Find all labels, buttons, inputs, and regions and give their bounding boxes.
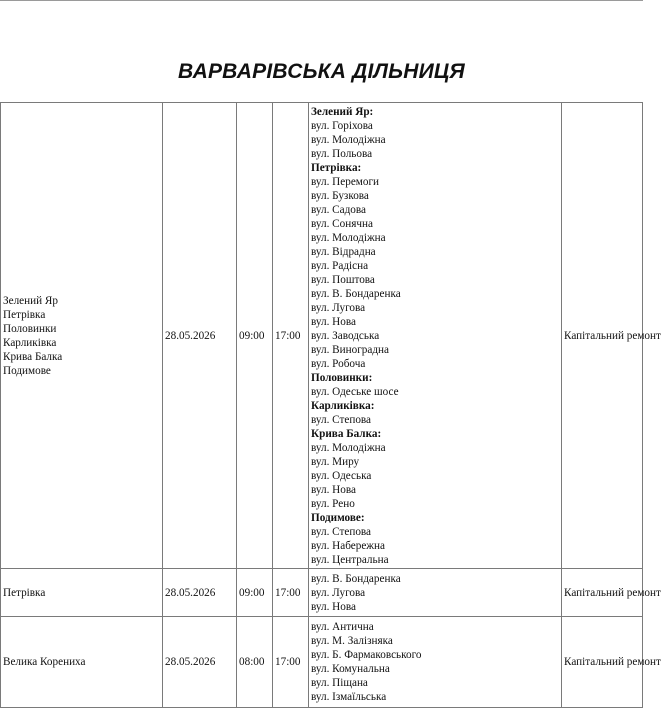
street-item: вул. Радісна [311, 259, 369, 272]
street-item: вул. Антична [311, 621, 374, 633]
end-time-cell: 17:00 [273, 103, 309, 569]
settlement-name: Карликівка [3, 336, 57, 349]
settlements-cell [1, 617, 163, 708]
streets-cell [309, 617, 562, 708]
reason-cell: Капітальний ремонт [562, 617, 643, 708]
settlement-name: Крива Балка [3, 350, 63, 363]
date-cell: 28.05.2026 [163, 617, 237, 708]
end-time-cell: 17:00 [273, 569, 309, 617]
start-time-cell: 09:00 [237, 569, 273, 617]
top-border-line [0, 0, 643, 1]
street-item: вул. Відрадна [311, 245, 376, 258]
outage-schedule-table [0, 102, 661, 708]
street-item: вул. Степова [311, 413, 372, 426]
street-item: вул. Горіхова [311, 119, 373, 132]
street-item: вул. Сонячна [311, 217, 373, 230]
street-item: вул. Заводська [311, 329, 380, 342]
settlement-name: Петрівка [3, 308, 46, 321]
settlement-name: Петрівка [3, 586, 46, 599]
street-item: вул. Лугова [311, 586, 366, 599]
street-item: вул. В. Бондаренка [311, 572, 401, 585]
table-row [1, 617, 643, 708]
date-cell: 28.05.2026 [163, 103, 237, 569]
reason-cell: Капітальний ремонт [562, 569, 643, 617]
street-item: вул. Набережна [311, 539, 385, 552]
date-cell: 28.05.2026 [163, 569, 237, 617]
settlement-name: Зелений Яр [3, 294, 58, 307]
streets-cell [309, 103, 562, 569]
street-item: вул. Одеська [311, 469, 372, 482]
street-item: вул. Комунальна [311, 663, 390, 675]
street-item: вул. Степова [311, 525, 372, 538]
settlement-name: Подимове [3, 364, 51, 377]
street-group-heading: Карликівка: [311, 399, 375, 412]
street-item: вул. Нова [311, 483, 356, 496]
street-item: вул. Миру [311, 455, 360, 468]
street-group-heading: Крива Балка: [311, 427, 382, 440]
street-item: вул. Б. Фармаковського [311, 649, 422, 661]
street-item: вул. Одеське шосе [311, 385, 399, 398]
street-item: вул. Нова [311, 600, 356, 613]
street-item: вул. Бузкова [311, 189, 369, 202]
street-item: вул. Виноградна [311, 343, 390, 356]
page-title: ВАРВАРІВСЬКА ДІЛЬНИЦЯ [178, 60, 465, 83]
settlement-name: Велика Корениха [3, 656, 86, 668]
street-item: вул. Поштова [311, 273, 375, 286]
street-item: вул. М. Залізняка [311, 635, 393, 647]
street-item: вул. Молодіжна [311, 441, 386, 454]
street-item: вул. Ізмаїльська [311, 691, 387, 703]
street-item: вул. Рено [311, 497, 355, 510]
street-group-heading: Петрівка: [311, 161, 362, 174]
street-item: вул. Перемоги [311, 175, 380, 188]
street-item: вул. Нова [311, 315, 356, 328]
street-group-heading: Половинки: [311, 371, 373, 384]
street-item: вул. Садова [311, 203, 366, 216]
street-group-heading: Подимове: [311, 511, 365, 524]
street-item: вул. Піщана [311, 677, 368, 689]
settlement-name: Половинки [3, 322, 57, 335]
start-time-cell: 08:00 [237, 617, 273, 708]
street-item: вул. Лугова [311, 301, 366, 314]
table-row [1, 569, 643, 617]
street-item: вул. Молодіжна [311, 133, 386, 146]
street-item: вул. Центральна [311, 553, 389, 566]
reason-cell: Капітальний ремонт [562, 103, 643, 569]
table-row [1, 103, 643, 569]
street-group-heading: Зелений Яр: [311, 105, 374, 118]
street-item: вул. Молодіжна [311, 231, 386, 244]
streets-cell [309, 569, 562, 617]
end-time-cell: 17:00 [273, 617, 309, 708]
settlements-cell [1, 103, 163, 569]
street-item: вул. Польова [311, 147, 373, 160]
start-time-cell: 09:00 [237, 103, 273, 569]
street-item: вул. Робоча [311, 357, 366, 370]
street-item: вул. В. Бондаренка [311, 287, 401, 300]
settlements-cell [1, 569, 163, 617]
